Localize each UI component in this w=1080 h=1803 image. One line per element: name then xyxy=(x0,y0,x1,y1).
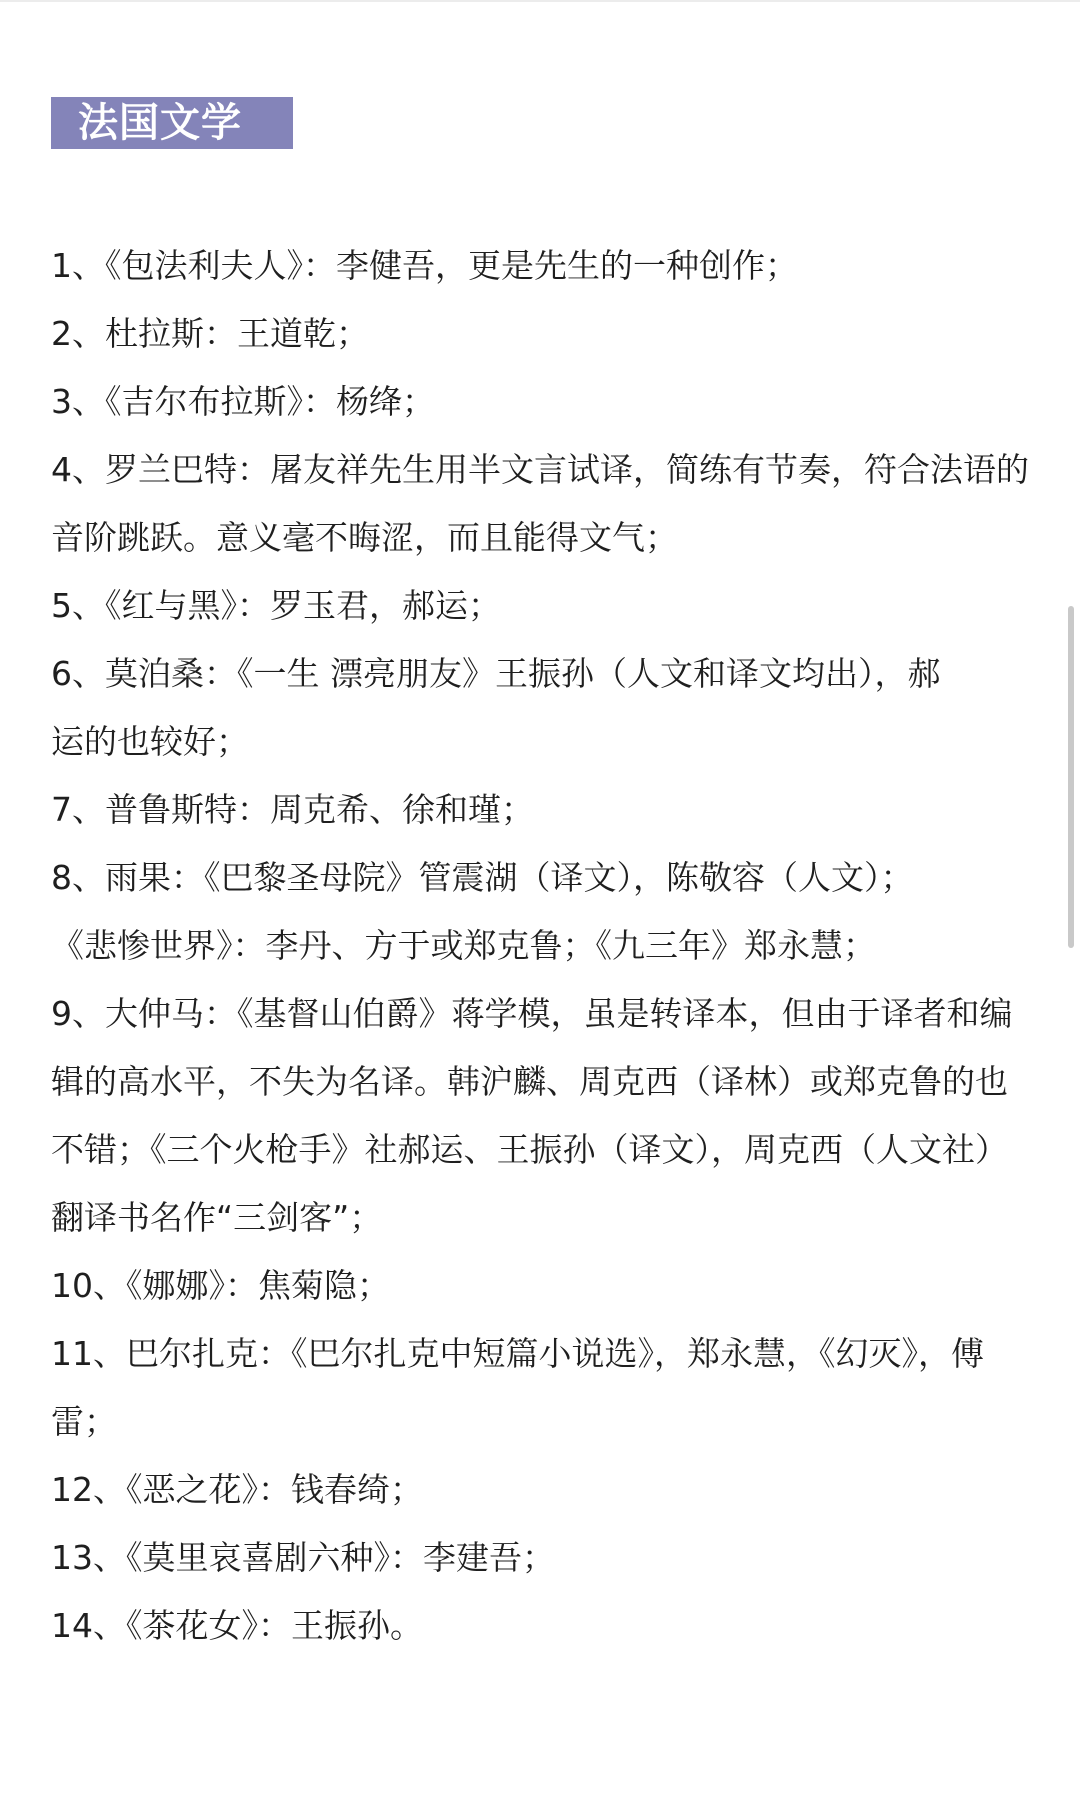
list-item: 4、罗兰巴特：屠友祥先生用半文言试译，简练有节奏，符合法语的音阶跳跃。意义毫不晦涩，而且能得文气； xyxy=(51,450,1029,557)
top-divider xyxy=(0,0,1080,2)
list-item: 7、普鲁斯特：周克希、徐和瑾； xyxy=(51,790,534,829)
list-item: 5、《红与黑》：罗玉君，郝运； xyxy=(51,586,501,625)
translation-list xyxy=(51,232,1031,1660)
list-item: 6、莫泊桑：《一生 漂亮朋友》王振孙（人文和译文均出），郝运的也较好； xyxy=(51,654,941,761)
list-item: 12、《恶之花》：钱春绮； xyxy=(51,1470,423,1509)
section-heading-banner xyxy=(51,97,293,149)
list-item: 10、《娜娜》：焦菊隐； xyxy=(51,1266,390,1305)
list-item: 13、《莫里哀喜剧六种》：李建吾； xyxy=(51,1538,555,1577)
section-title: 法国文学 xyxy=(78,100,242,146)
list-item: 3、《吉尔布拉斯》：杨绛； xyxy=(51,382,435,421)
vertical-scrollbar[interactable] xyxy=(1068,606,1074,948)
list-item: 2、杜拉斯：王道乾； xyxy=(51,314,369,353)
list-item: 11、巴尔扎克：《巴尔扎克中短篇小说选》，郑永慧，《幻灭》，傅雷； xyxy=(51,1334,984,1441)
list-item: 8、雨果：《巴黎圣母院》管震湖（译文），陈敬容（人文）；《悲惨世界》：李丹、方于或郑克鲁；《九三年》郑永慧； xyxy=(51,858,914,965)
list-item: 14、《茶花女》：王振孙。 xyxy=(51,1606,423,1645)
list-item: 9、大仲马：《基督山伯爵》蒋学模，虽是转译本，但由于译者和编辑的高水平，不失为名译。韩沪麟、周克西（译林）或郑克鲁的也不错；《三个火枪手》社郝运、王振孙（译文），周克西（人文社）翻译书名作“三剑客”； xyxy=(51,994,1013,1237)
list-item: 1、《包法利夫人》：李健吾，更是先生的一种创作； xyxy=(51,246,798,285)
